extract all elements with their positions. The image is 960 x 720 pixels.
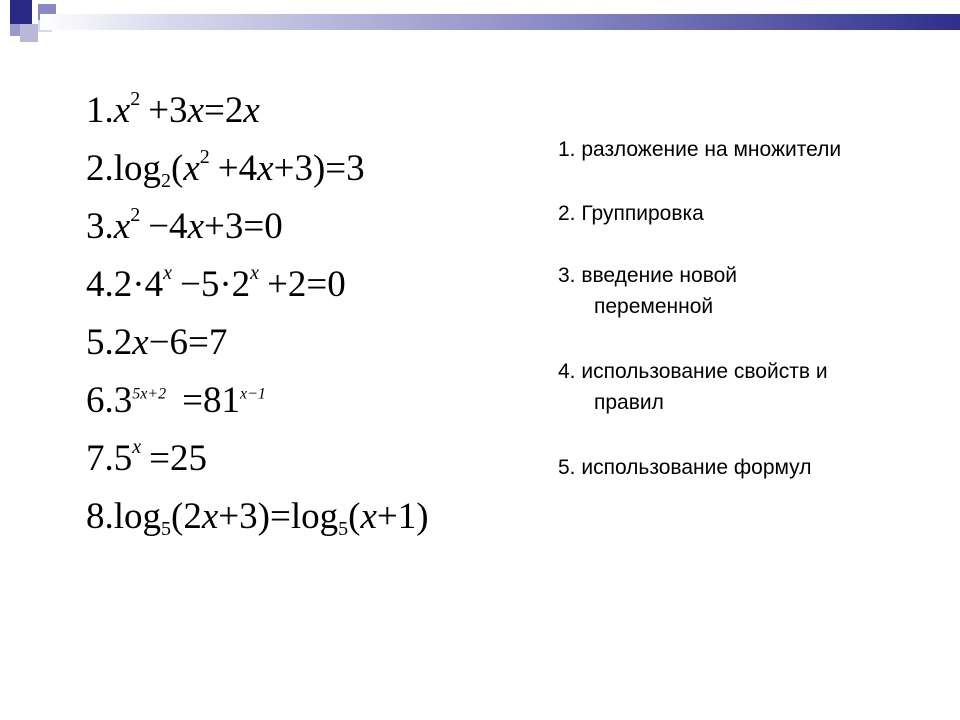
- decor-square: [20, 24, 38, 42]
- equation-4: $4.2\cdot 4^x -5\cdot 2^x +2=0$: [86, 262, 346, 305]
- method-3-line2: переменной: [594, 295, 714, 318]
- equation-7: $7.5^x =25$: [86, 436, 208, 479]
- method-3-line1: 3. введение новой: [558, 264, 738, 287]
- method-4-line2: правил: [594, 391, 664, 414]
- equation-6: $6.3^{5x+2} =81^{x-1}$: [86, 380, 266, 421]
- header-gradient-bar: [40, 14, 960, 30]
- decor-square: [10, 0, 32, 24]
- method-4: [558, 356, 828, 418]
- method-5: 5. использование формул: [558, 456, 812, 479]
- method-4-line1: 4. использование свойств и: [558, 360, 828, 383]
- equation-1: $1.x^2 +3x=2x$: [86, 88, 260, 131]
- method-3: [558, 260, 737, 322]
- decor-square: [10, 24, 20, 36]
- method-2: 2. Группировка: [558, 202, 704, 225]
- equation-5: 5.2x−6=7: [86, 322, 228, 363]
- method-1: 1. разложение на множители: [558, 138, 842, 161]
- equation-8: $8.\log_5(2x+3)=\log_5(x+1)$: [86, 496, 429, 540]
- equation-2: $2.\log_2(x^2 +4x+3)=3$: [86, 146, 365, 192]
- equation-3: $3.x^2 -4x+3=0$: [86, 204, 283, 247]
